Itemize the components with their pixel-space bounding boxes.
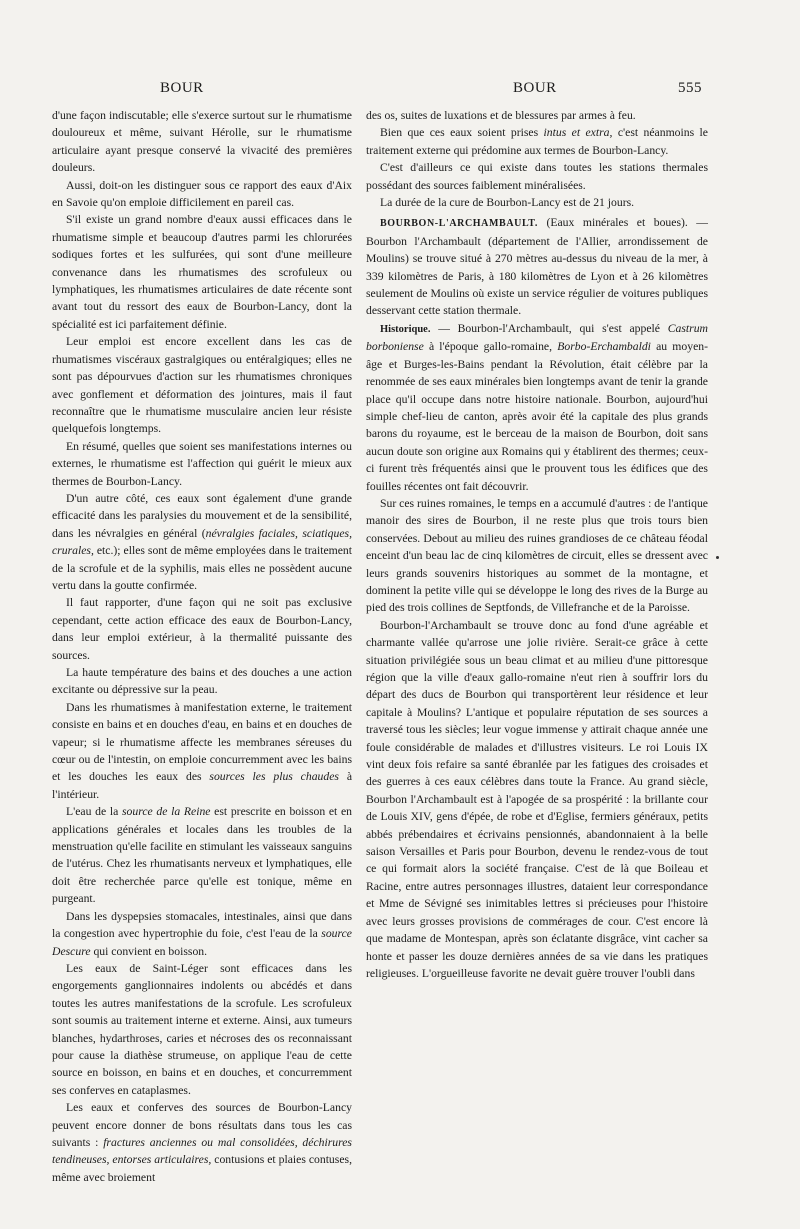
paragraph: S'il existe un grand nombre d'eaux aussi efficaces dans le rhumatisme simple et beaucoup d'autres parmi les chlorurées sodiques fortes et les sulfurées, qui sont d'une meilleure convenance dans les rhumatismes des scrofuleux ou lymphatiques, les rhumatismes articulaires de date récente sont avant tout du ressort des eaux de Bourbon-Lancy, dont la spécialité est ici parfaitement définie. [52,213,352,331]
page-number: 555 [678,80,702,96]
paragraph: Leur emploi est encore excellent dans les cas de rhumatismes viscéraux gastralgiques ou entéralgiques; elles ne sont pas dépourvues d'action sur les rhumatismes chroniques avec gonflement et déformation des jointures, mais il faut reconnaître que le rhumatisme musculaire ancien leur résiste quelquefois longtemps. [52,335,352,436]
paragraph: D'un autre côté, ces eaux sont également d'une grande efficacité dans les paralysies du mouvement et de la sensibilité, dans les névralgies en général (névralgies faciales, sciatiques, crurales, etc.); elles sont de même employées dans le traitement de la scrofule et de la syphilis, mais elles ne possèdent aucune vertu dans la goutte confirmée. [52,491,352,592]
paragraph: Bien que ces eaux soient prises intus et extra, c'est néanmoins le traitement externe qui prédomine aux termes de Bourbon-Lancy. [366,126,708,157]
paragraph: des os, suites de luxations et de blessures par armes à feu. [366,109,636,122]
right-column [366,107,708,982]
paragraph: L'eau de la source de la Reine est prescrite en boisson et en applications générales et locales dans les troubles de la menstruation qu'elle facilite en stimulant les vaisseaux sanguins de l'utérus. Chez les rhumatisants nerveux et lymphatiques, elle doit être recherchée parce qu'elle est tonique, même en purgeant. [52,805,353,906]
paragraph: Dans les rhumatismes à manifestation externe, le traitement consiste en bains et en douches d'eau, en bains et en douches de vapeur; si le rhumatisme affecte les membranes séreuses du cœur ou de l'intestin, on emploie concurremment avec les bains et les douches les eaux des sources les plus chaudes à l'intérieur. [52,700,353,801]
paragraph: C'est d'ailleurs ce qui existe dans toutes les stations thermales possédant des sources faiblement minéralisées. [366,161,708,192]
left-column [52,107,352,1186]
paragraph: La durée de la cure de Bourbon-Lancy est de 21 jours. [380,196,635,210]
entry-paragraph: BOURBON-L'ARCHAMBAULT. (Eaux minérales et boues). — Bourbon l'Archambault (département de l'Allier, arrondissement de Moulins) se trouve situé à 270 mètres au-dessus du niveau de la mer, à 339 kilomètres de Paris, à 180 kilomètres de Lyon et à 26 kilomètres seulement de Moulins où existe un service régulier de voitures publiques desservant cette station thermale. [366,216,708,318]
section-label: Historique. [380,323,431,335]
paragraph: En résumé, quelles que soient ses manifestations internes ou externes, le rhumatisme est l'affection qui guérit le mieux aux thermes de Bourbon-Lancy. [52,439,352,488]
running-head-left: BOUR [160,80,204,96]
margin-dot [716,556,719,559]
paragraph: Les eaux et conferves des sources de Bourbon-Lancy peuvent encore donner de bons résultats dans tous les cas suivants : fractures anciennes ou mal consolidées, déchirures tendineuses, entorses articulaires, contusions et plaies contuses, même avec broiement [52,1101,352,1184]
paragraph: Les eaux de Saint-Léger sont efficaces dans les engorgements ganglionnaires indolents ou abcédés et dans toutes les autres manifestations de la scrofule. Les scrofuleux sont soumis au traitement interne et externe. Ainsi, aux tumeurs blanches, hydarthroses, caries et nécroses des os reconnaissant pour cause la diathèse strumeuse, on applique l'eau de cette source en boisson, en bains et en douches, et concurremment ses conferves en cataplasmes. [52,961,352,1097]
paragraph: La haute température des bains et des douches a une action excitante ou dépressive sur la peau. [52,666,352,697]
paragraph: Bourbon-l'Archambault se trouve donc au fond d'une agréable et charmante vallée qu'arrose une jolie rivière. Serait-ce grâce à cette situation privilégiée sous un beau climat et au milieu d'une pittoresque région que la ville d'eaux gallo-romaine n'eut rien à souffrir lors du départ des ducs de Bourbon qui transportèrent leur résidence et leur capitale à Moulins? L'antique et populaire réputation de ses sources a traversé tous les siècles; leur vogue immense y attirait chaque année une foule considérable de malades et d'illustres visiteurs. Le roi Louis IX vint deux fois refaire sa santé ébranlée par les fatigues des croisades et des guerres à ces eaux célèbres dans toute la France. Au grand siècle, Bourbon l'Archambault est à l'apogée de sa prospérité : la brillante cour de Louis XIV, gens d'épée, de robe et d'Eglise, fermiers généraux, petits abbés prébendaires et écrivains pensionnés, abandonnaient à la belle saison Versailles et Paris pour Bourbon, devenu le rendez-vous de tout ce qui formait alors la société française. C'est de là que Boileau et Racine, entre autres personnages illustres, dataient leur correspondance et Mme de Sévigné ses inimitables lettres si précieuses pour l'histoire avec leurs grosses provisions de commérages de cour. C'est encore là que madame de Montespan, après son éclatante disgrâce, vint cacher sa honte et passer les douze dernières années de sa vie dans les pratiques religieuses. L'orgueilleuse favorite ne devait guère trouver l'oubli dans [366,618,708,980]
paragraph: Dans les dyspepsies stomacales, intestinales, ainsi que dans la congestion avec hypertrophie du foie, c'est l'eau de la source Descure qui convient en boisson. [52,909,352,958]
running-head-right: BOUR [513,80,557,96]
paragraph: Aussi, doit-on les distinguer sous ce rapport des eaux d'Aix en Savoie qu'on emploie difficilement en pareil cas. [52,178,352,210]
entry-title: BOURBON-L'ARCHAMBAULT. [380,218,538,230]
paragraph: Sur ces ruines romaines, le temps en a accumulé d'autres : de l'antique manoir des sires de Bourbon, il ne reste plus que trois tours bien conservées. Debout au milieu des ruines grandioses de ce château féodal enceint d'un beau lac de cinq kilomètres de circuit, elles se dressent avec leurs grands souvenirs historiques au sommet de la montagne, et dominent la petite ville qui se développe le long des rives de la Burge au pied des trois collines de Septfonds, de Villefranche et de la Paroisse. [366,496,708,615]
paragraph: Il faut rapporter, d'une façon qui ne soit pas exclusive cependant, cette action efficace des eaux de Bourbon-Lancy, dans leur emploi extérieur, à la thermalité puissante des sources. [52,596,352,662]
historique-paragraph: Historique. — Bourbon-l'Archambault, qui s'est appelé Castrum borboniense à l'époque gallo-romaine, Borbo-Erchambaldi au moyen-âge et Burges-les-Bains pendant la Révolution, était célèbre par la renommée de ses eaux minérales bien longtemps avant de tenir la grande place qu'il occupe dans notre histoire nationale. Bourbon, aujourd'hui simple chef-lieu de canton, après avoir été la capitale des plus grands barons du royaume, est le berceau de la maison de Bourbon, doit sans aucun doute son origine aux Romains qui y établirent des thermes; ceux-ci furent très fréquentés ainsi que le prouvent tous les édifices que des fouilles récentes ont fait découvrir. [366,321,708,493]
paragraph: d'une façon indiscutable; elle s'exerce surtout sur le rhumatisme douloureux et même, suivant Hérolle, sur le rhumatisme articulaire ayant presque conservé la vivacité des premières douleurs. [52,109,352,175]
